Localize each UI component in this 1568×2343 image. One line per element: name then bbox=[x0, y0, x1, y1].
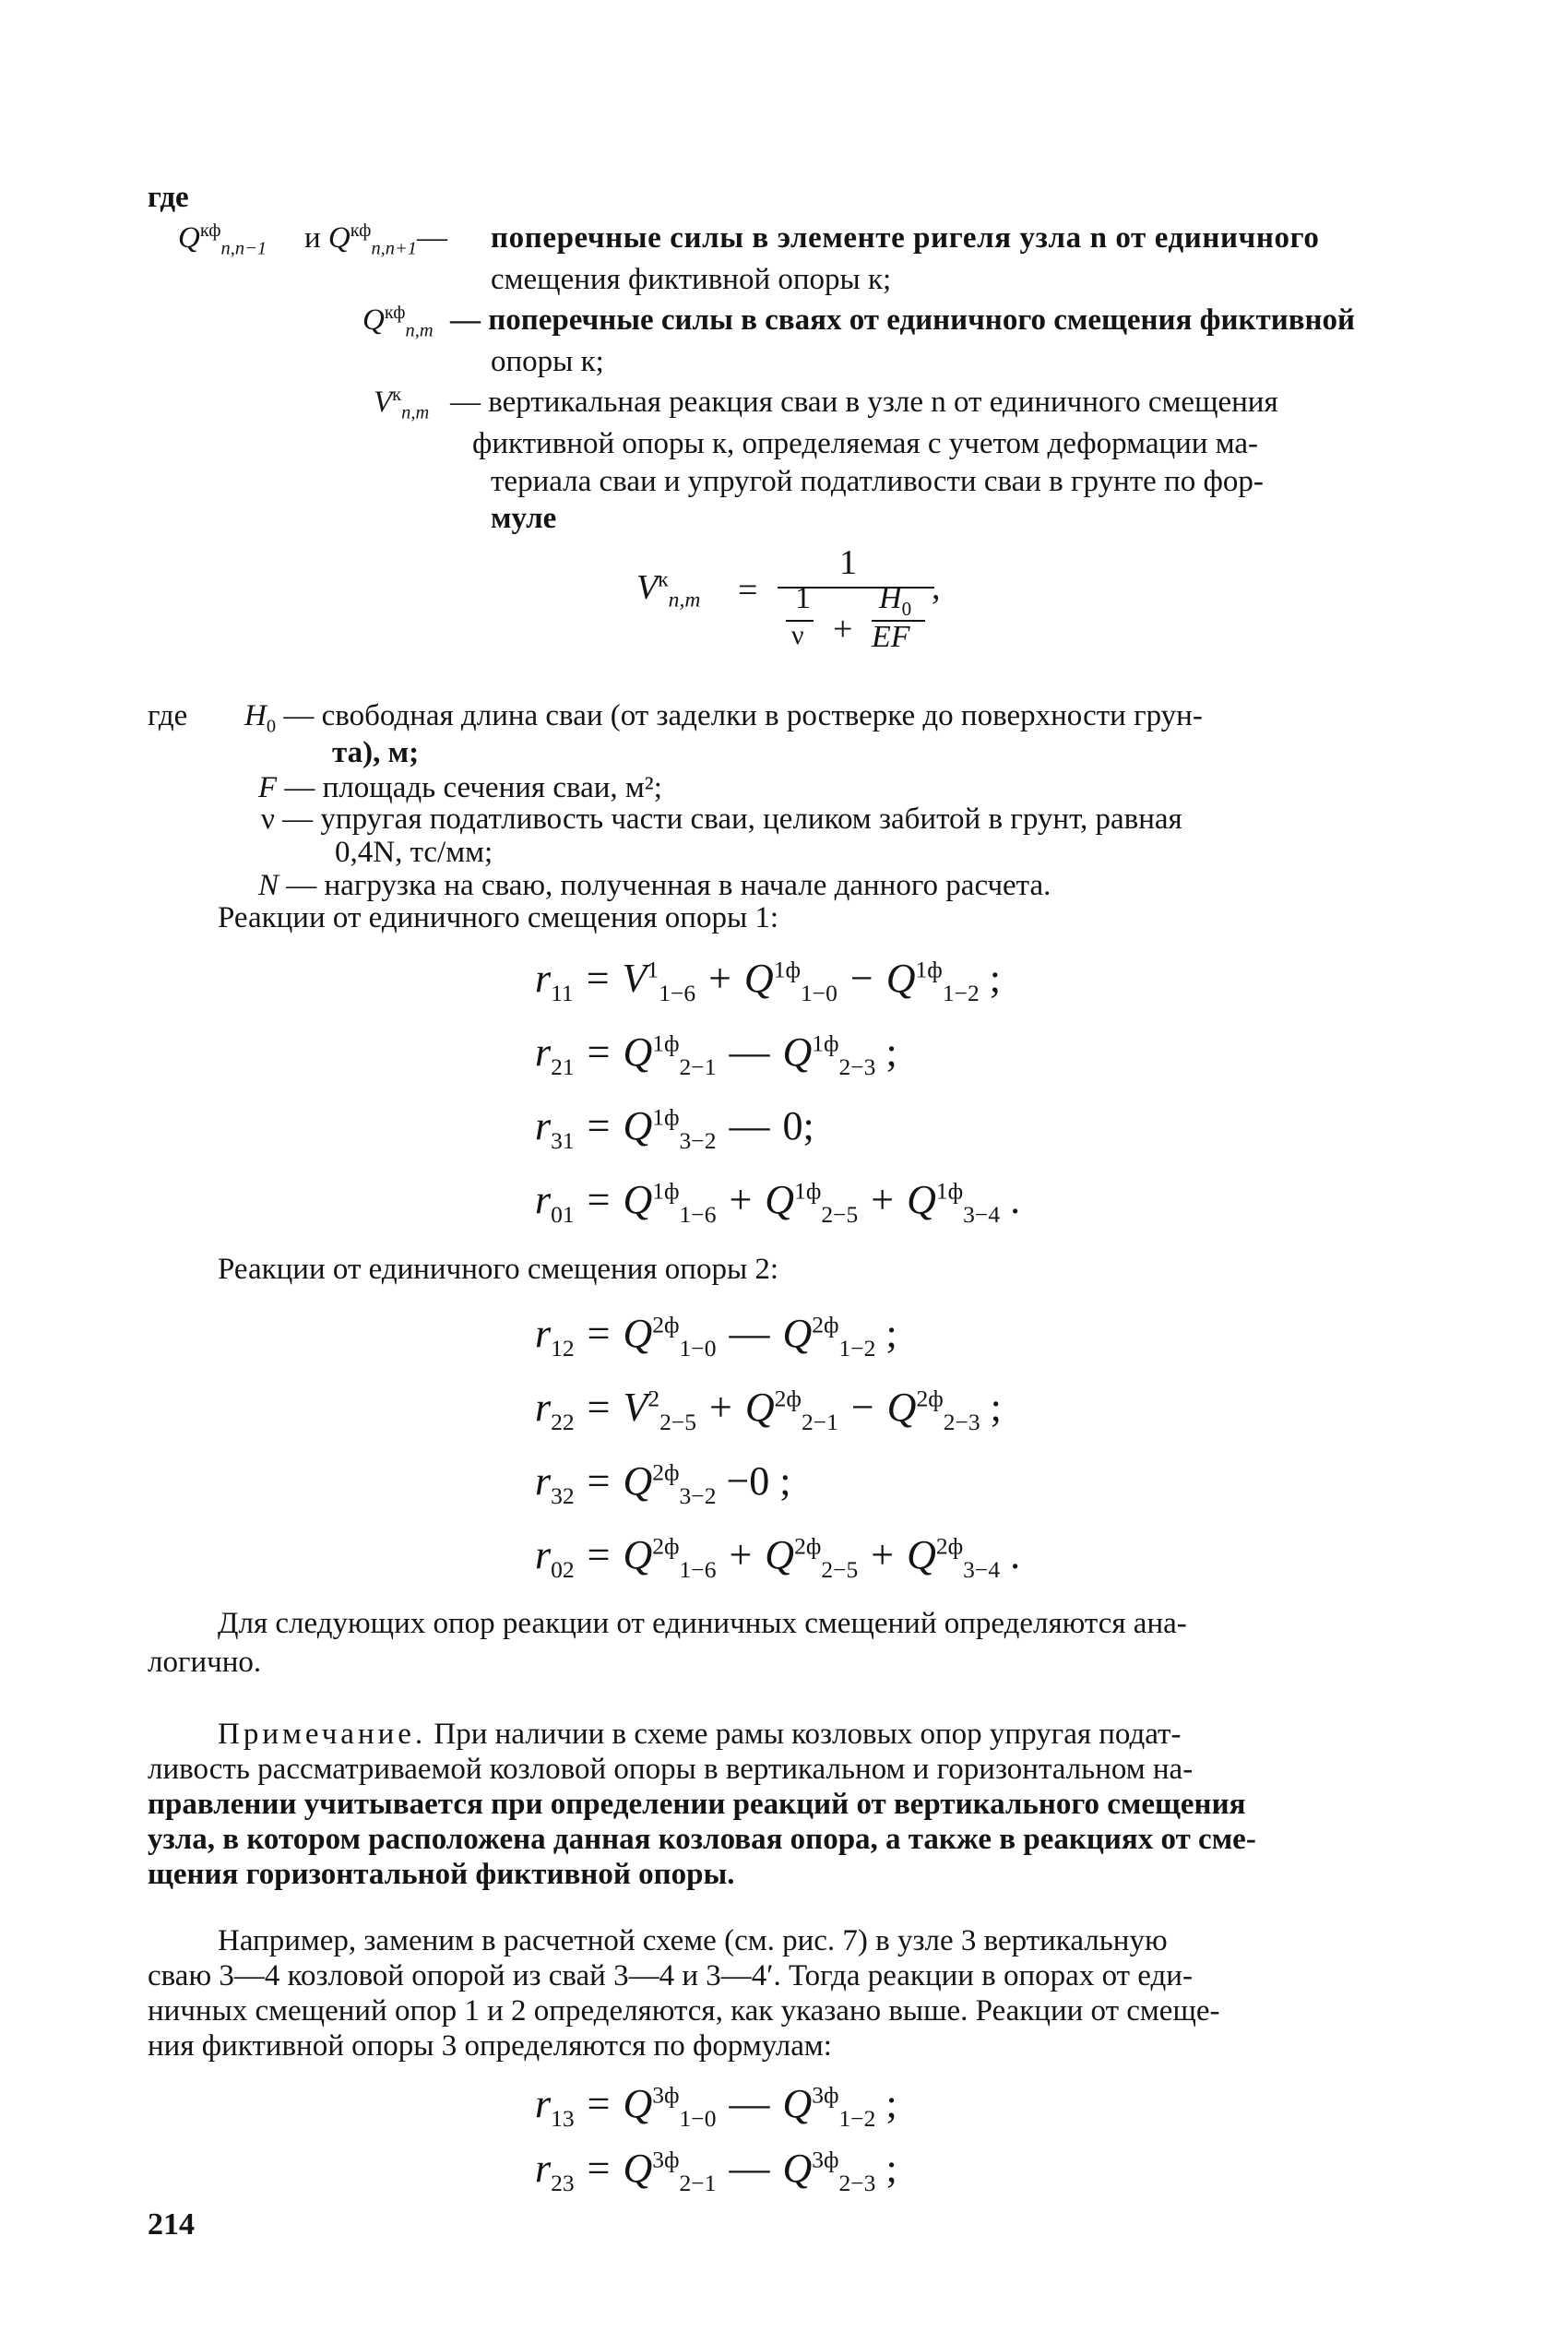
q-symbol-2: и $Q^{кф}_{n,n+1}—$ bbox=[304, 220, 447, 259]
def-n: N — нагрузка на сваю, полученная в начале данного расчета. bbox=[258, 869, 1051, 902]
para-example-line-3: ничных смещений опор 1 и 2 определяются, как указано выше. Реакции от смеще- bbox=[148, 1994, 1220, 2028]
v-symbol: $V^к_{n,m}$ bbox=[374, 385, 430, 423]
formula-v-equals: = bbox=[738, 571, 758, 610]
equation-r23: $r_{23} = Q^{3ф}_{2-1}$ — $Q^{3ф}_{2-3}$ ; bbox=[535, 2146, 897, 2196]
def-q-beam-line-2: смещения фиктивной опоры к; bbox=[491, 263, 892, 296]
equation-r11: $r_{11} = V^1_{1-6} + Q^{1ф}_{1-0} - Q^{1ф}_{1-2}$ ; bbox=[535, 956, 1001, 1006]
formula-v-lhs: $V^к_{n,m}$ bbox=[636, 567, 701, 613]
def-v-line-2: фиктивной опоры к, определяемая с учетом деформации ма- bbox=[472, 427, 1259, 460]
q-symbol-1: $Q^{кф}_{n,n-1}$ bbox=[178, 220, 267, 259]
note-line-2: ливость рассматриваемой козловой опоры в вертикальном и горизонтальном на- bbox=[148, 1753, 1194, 1786]
formula-v-plus: + bbox=[833, 610, 853, 648]
def-h0-line-2: та), м; bbox=[332, 736, 420, 769]
formula-v-den-b-num: $H_0$ bbox=[879, 581, 912, 620]
para-example-line-1: Например, заменим в расчетной схеме (см. рис. 7) в узле 3 вертикальную bbox=[218, 1924, 1168, 1957]
equation-r01: $r_{01} = Q^{1ф}_{1-6} + Q^{1ф}_{2-5} + Q^{1ф}_{3-4}$ . bbox=[535, 1177, 1021, 1228]
heading-support-1: Реакции от единичного смещения опоры 1: bbox=[218, 901, 779, 934]
def-nu-line-1: ν — упругая податливость части сваи, целиком забитой в грунт, равная bbox=[261, 803, 1182, 836]
para-example-line-4: ния фиктивной опоры 3 определяются по формулам: bbox=[148, 2029, 832, 2063]
note-line-5: щения горизонтальной фиктивной опоры. bbox=[148, 1858, 735, 1891]
equation-r02: $r_{02} = Q^{2ф}_{1-6} + Q^{2ф}_{2-5} + Q^{2ф}_{3-4}$ . bbox=[535, 1532, 1021, 1583]
def-q-pile-line-2: опоры к; bbox=[491, 345, 604, 378]
formula-v-numerator: 1 bbox=[839, 543, 857, 582]
def-v-line-3: териала сваи и упругой податливости сваи в грунте по фор- bbox=[491, 465, 1264, 498]
note-line-1: Примечание. При наличии в схеме рамы козловых опор упругая подат- bbox=[218, 1718, 1182, 1751]
def-q-beam-line-1: поперечные силы в элементе ригеля узла n от единичного bbox=[491, 221, 1320, 255]
note-label: Примечание. bbox=[218, 1718, 427, 1751]
def-h0-line-1: $H_0$ — свободная длина сваи (от заделки в ростверке до поверхности грун- bbox=[244, 699, 1203, 737]
q-symbol-3: $Q^{кф}_{n,m}$ bbox=[362, 303, 434, 341]
equation-r32: $r_{32} = Q^{2ф}_{3-2} -0$ ; bbox=[535, 1458, 791, 1509]
para-example-line-2: сваю 3—4 козловой опорой из свай 3—4 и 3—4′. Тогда реакции в опорах от еди- bbox=[148, 1959, 1193, 1992]
where-label-2: где bbox=[148, 699, 188, 732]
formula-v-comma: , bbox=[932, 568, 941, 607]
equation-r12: $r_{12} = Q^{2ф}_{1-0}$ — $Q^{2ф}_{1-2}$ ; bbox=[535, 1311, 897, 1362]
equation-r21: $r_{21} = Q^{1ф}_{2-1}$ — $Q^{1ф}_{2-3}$ ; bbox=[535, 1029, 897, 1080]
para-analogous-line-1: Для следующих опор реакции от единичных смещений определяются ана- bbox=[218, 1607, 1187, 1640]
def-v-line-4: муле bbox=[491, 502, 557, 535]
formula-v-den-a-num: 1 bbox=[795, 581, 811, 615]
where-label-1: где bbox=[148, 181, 189, 214]
note-line-3: правлении учитывается при определении реакций от вертикального смещения bbox=[148, 1788, 1246, 1821]
formula-v-den-a-den: ν bbox=[791, 620, 804, 650]
para-analogous-line-2: логично. bbox=[148, 1646, 262, 1679]
equation-r22: $r_{22} = V^2_{2-5} + Q^{2ф}_{2-1} - Q^{2ф}_{2-3}$ ; bbox=[535, 1385, 1002, 1435]
heading-support-2: Реакции от единичного смещения опоры 2: bbox=[218, 1253, 779, 1286]
equation-r13: $r_{13} = Q^{3ф}_{1-0}$ — $Q^{3ф}_{1-2}$ ; bbox=[535, 2081, 897, 2132]
def-f: F — площадь сечения сваи, м²; bbox=[258, 771, 662, 804]
note-line-4: узла, в котором расположена данная козловая опора, а также в реакциях от сме- bbox=[148, 1823, 1256, 1856]
def-v-line-1: — вертикальная реакция сваи в узле n от единичного смещения bbox=[450, 386, 1278, 419]
def-q-pile-line-1: — поперечные силы в сваях от единичного смещения фиктивной bbox=[450, 303, 1356, 337]
def-nu-line-2: 0,4N, тс/мм; bbox=[335, 836, 493, 869]
equation-r31: $r_{31} = Q^{1ф}_{3-2}$ — 0; bbox=[535, 1103, 814, 1154]
formula-v-den-b-den: EF bbox=[872, 620, 910, 654]
page-number: 214 bbox=[148, 2207, 195, 2242]
